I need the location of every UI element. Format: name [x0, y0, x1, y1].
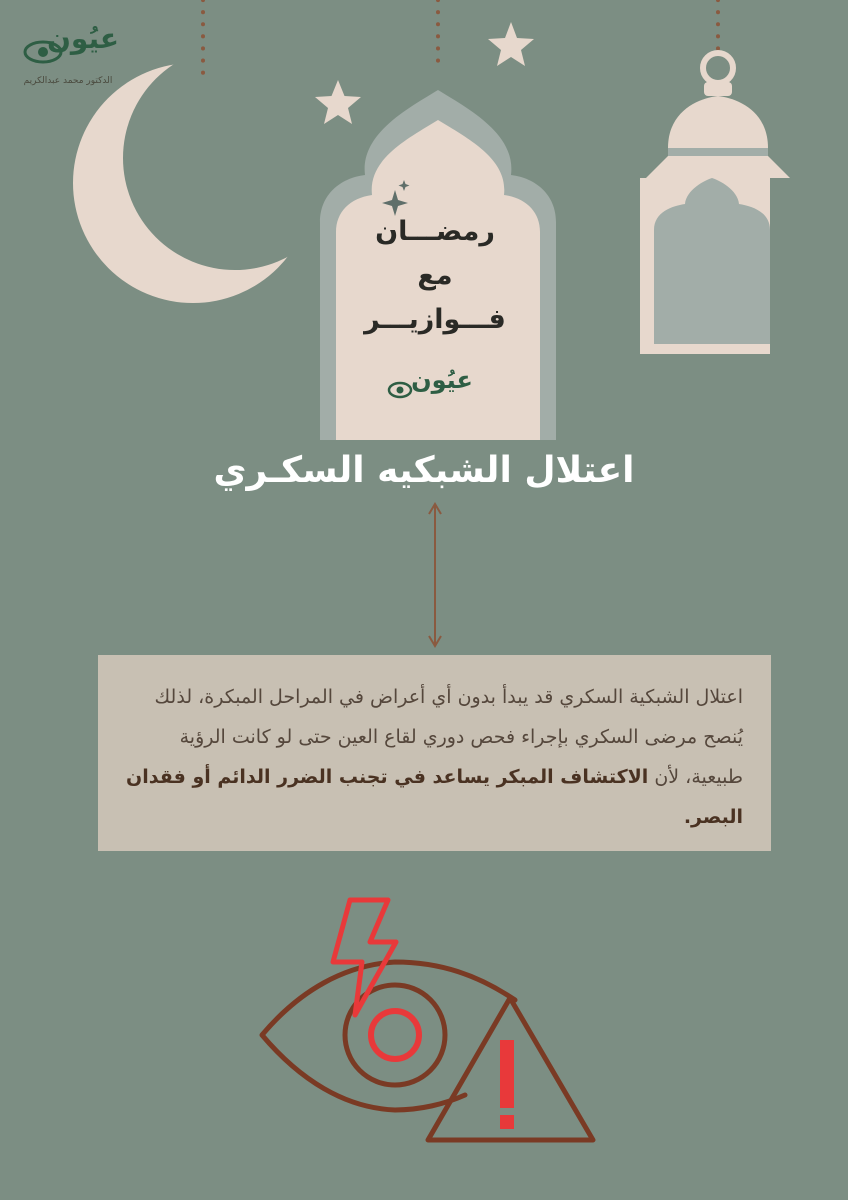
star-icon	[488, 22, 534, 66]
lantern-icon	[640, 53, 790, 354]
page-title: اعتلال الشبكيه السكـري	[213, 450, 635, 491]
card-logo	[376, 362, 486, 412]
star-icon	[315, 80, 361, 124]
card-line-riddles: فـــوازيـــر	[364, 304, 506, 335]
crescent-moon-icon	[73, 63, 313, 303]
warning-triangle-icon	[428, 998, 593, 1140]
brand-logo	[8, 14, 128, 94]
card-line-with: مع	[417, 260, 453, 291]
info-paragraph	[126, 677, 743, 837]
lightning-icon	[333, 900, 396, 1015]
eye-iris-icon	[345, 985, 445, 1085]
logo-wordmark: عيُون	[46, 22, 119, 55]
double-arrow-icon	[425, 500, 445, 650]
info-bold-text: الاكتشاف المبكر يساعد في تجنب الضرر الدائم أو فقدان البصر	[126, 766, 743, 828]
card-text	[320, 210, 550, 342]
info-text: اعتلال الشبكية السكري قد يبدأ بدون أي أعراض في المراحل المبكرة، لذلك يُنصح مرضى السكري بإجراء فحص دوري لقاع العين حتى لو كانت الرؤية طبيعية، لأن	[154, 686, 743, 788]
card-logo-wordmark: عيُون	[411, 366, 473, 394]
eye-warning-icon	[250, 895, 600, 1145]
card-line-ramadan: رمضـــان	[375, 216, 495, 247]
hanging-strings	[203, 0, 718, 78]
info-end: .	[683, 806, 692, 828]
info-box	[98, 655, 771, 851]
logo-subtitle: الدكتور محمد عبدالكريم	[23, 76, 113, 86]
eye-pupil-icon	[371, 1011, 419, 1059]
